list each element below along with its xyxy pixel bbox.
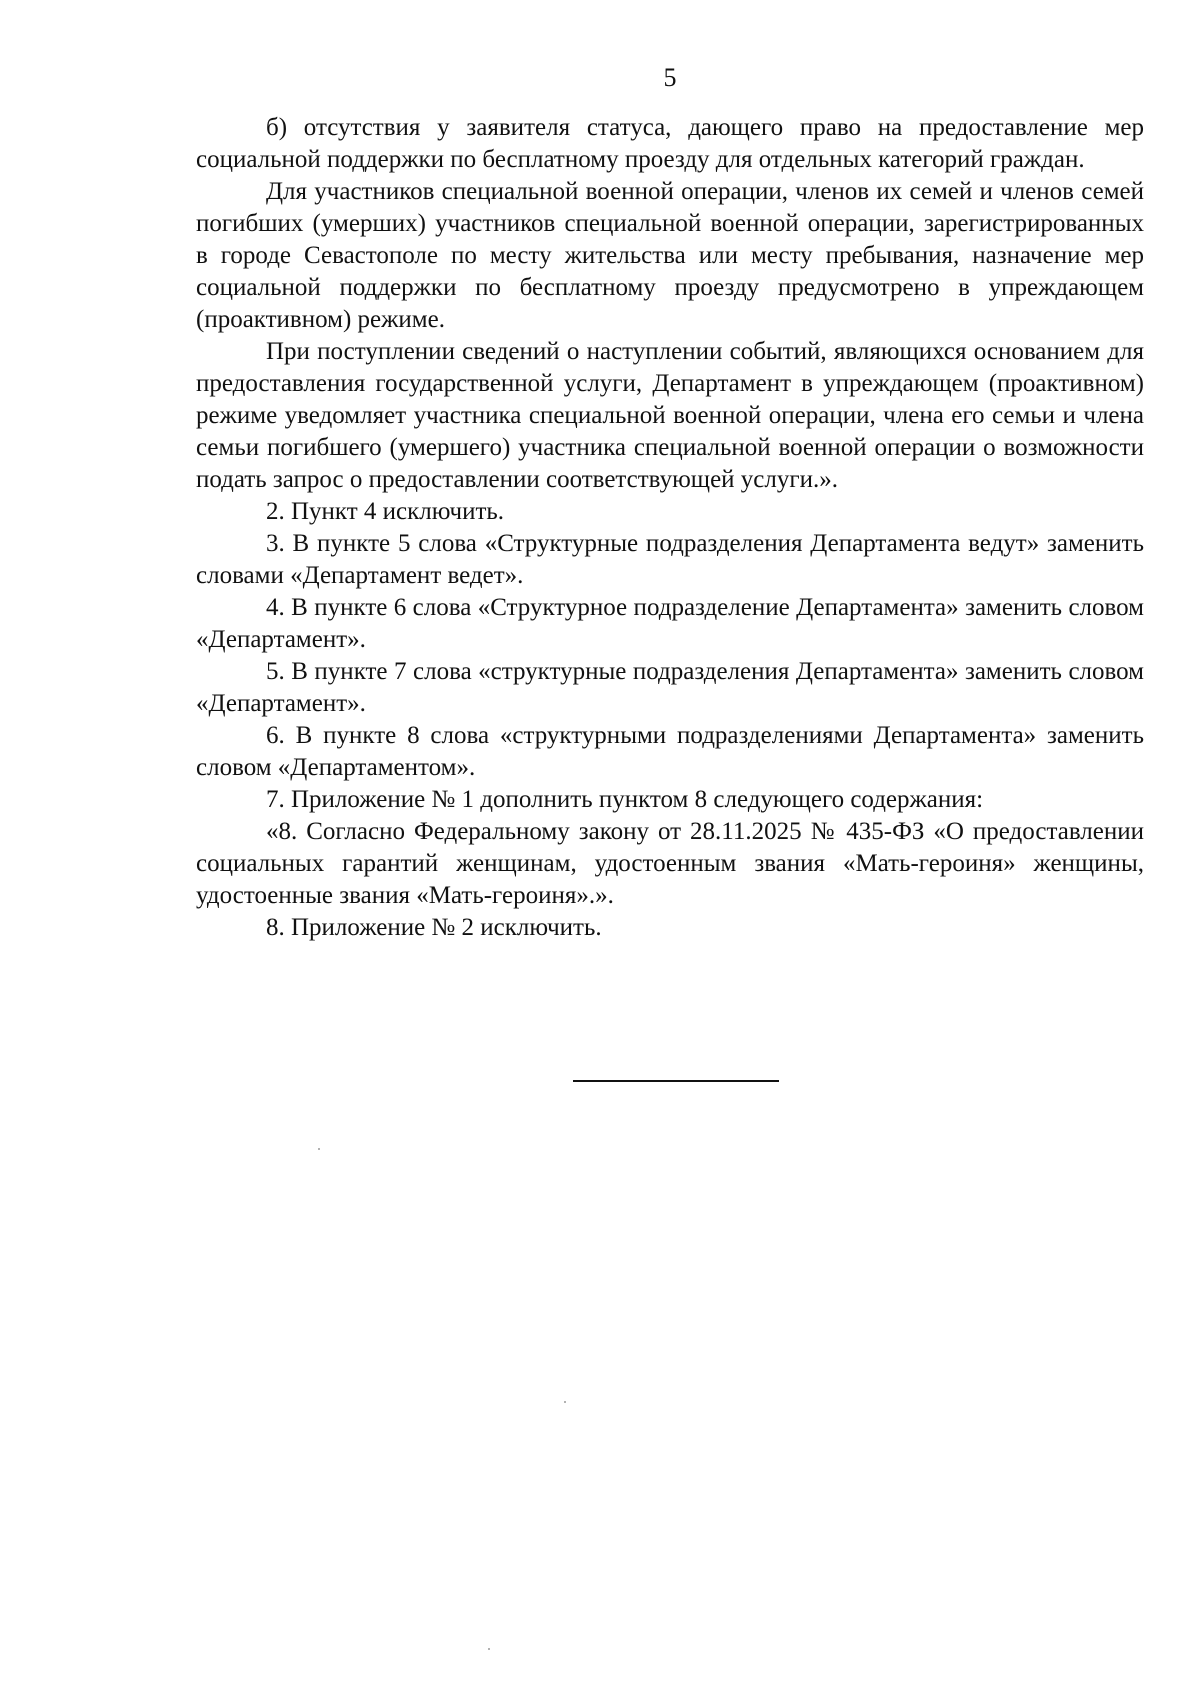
- paragraph-proactive-notification: При поступлении сведений о наступлении событий, являющихся основанием для предоставления государственной услуги, Департамент в упреждающем (проактивном) режиме уведомляет участника специальной военной операции, члена его семьи и члена семьи погибшего (умершего) участника специальной военной операции о возможности подать запрос о предоставлении соответствующей услуги.».: [196, 338, 1144, 493]
- scan-speck: [564, 1401, 566, 1403]
- end-separator-line: [573, 1080, 779, 1082]
- paragraph-item-7: 7. Приложение № 1 дополнить пунктом 8 следующего содержания:: [266, 786, 984, 813]
- paragraph-item-6: 6. В пункте 8 слова «структурными подразделениями Департамента» заменить словом «Департаментом».: [196, 722, 1144, 781]
- paragraph-svo-participants: Для участников специальной военной операции, членов их семей и членов семей погибших (умерших) участников специальной военной операции, зарегистрированных в городе Севастополе по месту жительства или месту пребывания, назначение мер социальной поддержки по бесплатному проезду предусмотрено в упреждающем (проактивном) режиме.: [196, 178, 1144, 333]
- paragraph-item-2: 2. Пункт 4 исключить.: [266, 498, 505, 525]
- paragraph-item-5: 5. В пункте 7 слова «структурные подразделения Департамента» заменить словом «Департамент».: [196, 658, 1144, 717]
- paragraph-item-3: 3. В пункте 5 слова «Структурные подразделения Департамента ведут» заменить словами «Департамент ведет».: [196, 530, 1144, 589]
- paragraph-status-absence: б) отсутствия у заявителя статуса, дающего право на предоставление мер социальной поддержки по бесплатному проезду для отдельных категорий граждан.: [196, 114, 1144, 173]
- scan-speck: [488, 1648, 490, 1650]
- page-number: 5: [663, 63, 677, 92]
- paragraph-item-8: 8. Приложение № 2 исключить.: [266, 914, 602, 941]
- paragraph-item-4: 4. В пункте 6 слова «Структурное подразделение Департамента» заменить словом «Департамент».: [196, 594, 1144, 653]
- paragraph-item-7-addition: «8. Согласно Федеральному закону от 28.11.2025 № 435-ФЗ «О предоставлении социальных гарантий женщинам, удостоенным звания «Мать-героиня» женщины, удостоенные звания «Мать-героиня».».: [196, 818, 1144, 909]
- scan-speck: [318, 1148, 320, 1150]
- document-body: [196, 112, 1144, 944]
